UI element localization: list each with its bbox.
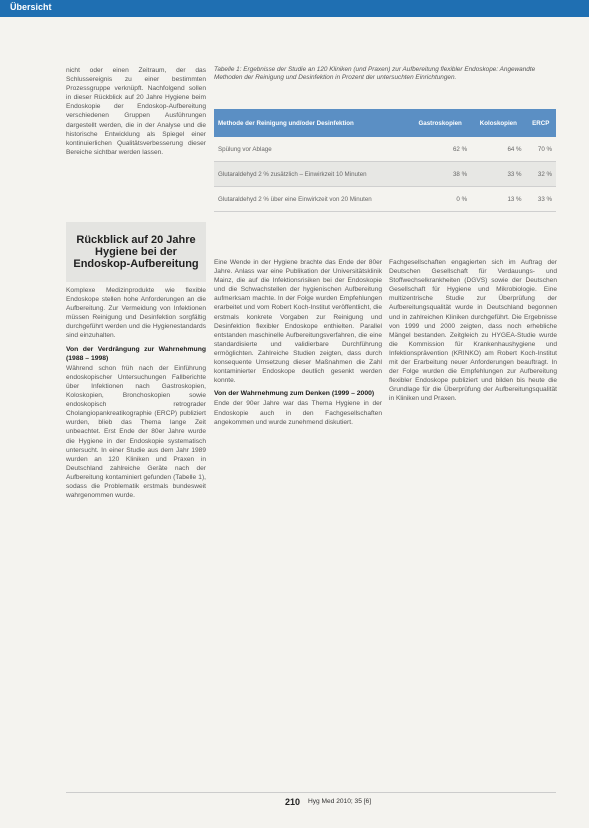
subheading: Von der Verdrängung zur Wahrnehmung (1988 – 1998) <box>66 345 206 362</box>
table-row <box>214 162 556 187</box>
section-label: Übersicht <box>10 2 52 12</box>
table-header-cell: ERCP <box>526 109 556 137</box>
journal-citation: Hyg Med 2010; 35 [6] <box>308 798 372 805</box>
table-cell: 32 % <box>526 162 556 187</box>
page-number: 210 <box>285 797 301 807</box>
table-row <box>214 137 556 162</box>
table-cell: 70 % <box>526 137 556 162</box>
intro-paragraph: nicht oder einen Zeitraum, der das Schlussereignis zu einer bestimmten Prozessgruppe verknüpft. Nachfolgend sollen in dieser Rückblick auf 20 Jahre Hygiene beim Endoskopie der Endoskop-Aufbereitung verschiedenen Gruppen Ausführungen dargestellt werden, die in der Analyse und die historische Entwicklung als Spiegel einer kontinuierlichen Qualitätsverbesserung dieser Bereiche sichtbar werden lassen. <box>66 67 206 156</box>
table-caption: Tabelle 1: Ergebnisse der Studie an 120 Kliniken (und Praxen) zur Aufbereitung flexibler Endoskope: Angewandte Methoden der Reinigung und Desinfektion in Prozent der untersuchten Einrichtungen. <box>214 66 536 81</box>
page-footer <box>0 795 589 815</box>
table-cell: 33 % <box>526 187 556 212</box>
subheading: Von der Wahrnehmung zum Denken (1999 – 2000) <box>214 390 375 398</box>
table-cell: 13 % <box>471 187 525 212</box>
table-header-cell: Gastroskopien <box>409 109 471 137</box>
table-header-cell: Koloskopien <box>471 109 525 137</box>
paragraph: Komplexe Medizinprodukte wie flexible Endoskope stellen hohe Anforderungen an die Aufbereitung. Zur Vermeidung von Infektionen müssen Reinigung und Desinfektion sorgfältig durchgeführt werden und die Hygienestandards sind einzuhalten. <box>66 287 206 340</box>
paragraph: Ende der 90er Jahre war das Thema Hygiene in der Endoskopie auch in den Fachgesellschaften angekommen und wurde zunehmend diskutiert. <box>214 400 382 426</box>
paragraph: Während schon früh nach der Einführung endoskopischer Untersuchungen Fallberichte über Infektionen nach Gastroskopien, Koloskopien, Bronchoskopien sowie endoskopisch retrograder Cholangiopankreatikographie (ERCP) publiziert wurden, blieb das Thema lange Zeit unbeachtet. Erst Ende der 80er Jahre wurde die Hygiene in der Endoskopie systematisch untersucht. In einer Studie aus dem Jahr 1989 wurden an 120 Kliniken und Praxen in Deutschland zahlreiche Geräte nach der Aufbereitung kontaminiert gefunden (Tabelle 1), sodass die Problematik erstmals bundesweit wahrgenommen wurde. <box>66 364 206 500</box>
highlight-box <box>66 222 206 282</box>
table-cell: 38 % <box>409 162 471 187</box>
table-row <box>214 187 556 212</box>
table-header-cell: Methode der Reinigung und/oder Desinfektion <box>214 109 409 137</box>
column3 <box>389 258 557 404</box>
table-cell: Glutaraldehyd 2 % über eine Einwirkzeit von 20 Minuten <box>214 187 409 212</box>
column2 <box>214 258 382 427</box>
table-cell: 0 % <box>409 187 471 212</box>
table-header-row <box>214 109 556 137</box>
results-table <box>214 109 556 212</box>
column1-body <box>66 286 206 500</box>
table-cell: 33 % <box>471 162 525 187</box>
box-title: Rückblick auf 20 Jahre Hygiene bei der Endoskop-Aufbereitung <box>73 234 199 270</box>
table-cell: Spülung vor Ablage <box>214 137 409 162</box>
section-header-bar <box>0 0 589 17</box>
footer-divider <box>66 792 556 793</box>
paragraph: Fachgesellschaften engagierten sich im Auftrag der Deutschen Gesellschaft für Verdauungs- und Stoffwechselkrankheiten (DGVS) sowie der Deutschen Gesellschaft für Hygiene und Mikrobiologie. Eine multizentrische Studie zur Überprüfung der Aufbereitungsqualität wurde in Deutschland begonnen und in zahlreichen Kliniken durchgeführt. Die Ergebnisse von 1999 und 2000 zeigten, dass noch erhebliche Mängel bestanden. Zeitgleich zu HYGEA-Studie wurde die Kommission für Krankenhaushygiene und Infektionsprävention (KRINKO) am Robert Koch-Institut mit der Erarbeitung neuer Anforderungen beauftragt. In der Folge wurden die Empfehlungen zur Aufbereitung flexibler Endoskope publiziert und bilden bis heute die Grundlage für die Überprüfung der Aufbereitungsqualität in Kliniken und Praxen. <box>389 259 557 403</box>
column1-intro <box>66 66 206 157</box>
table-cell: Glutaraldehyd 2 % zusätzlich – Einwirkzeit 10 Minuten <box>214 162 409 187</box>
table-cell: 62 % <box>409 137 471 162</box>
paragraph: Eine Wende in der Hygiene brachte das Ende der 80er Jahre. Anlass war eine Publikation der Universitätsklinik Mainz, die auf die Infektionsrisiken bei der Endoskopie und die Schwachstellen der hygienischen Aufbereitung aufmerksam machte. In der Folge wurden Empfehlungen erarbeitet und vom Robert Koch-Institut veröffentlicht, die erstmals konkrete Vorgaben zur Reinigung und Desinfektion flexibler Endoskope enthielten. Parallel entstanden maschinelle Aufbereitungsverfahren, die eine standardisierte und validierbare Durchführung ermöglichten. Zahlreiche Studien zeigten, dass durch konsequente Umsetzung dieser Maßnahmen die Zahl kontaminierter Endoskope deutlich gesenkt werden konnte. <box>214 259 382 385</box>
table-cell: 64 % <box>471 137 525 162</box>
